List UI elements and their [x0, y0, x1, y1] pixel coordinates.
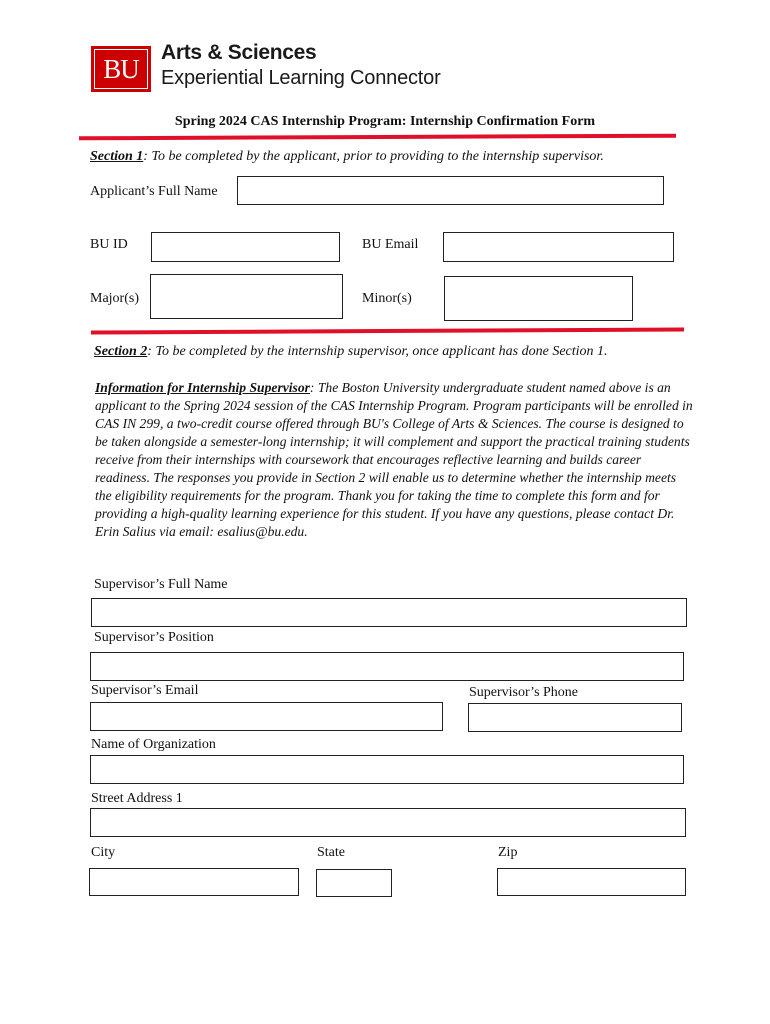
applicant-name-field[interactable]: [237, 176, 664, 205]
section1-text: : To be completed by the applicant, prior to providing to the internship supervisor.: [143, 149, 604, 164]
supervisor-name-label: Supervisor’s Full Name: [94, 577, 228, 592]
bu-logo: [91, 46, 151, 92]
zip-field[interactable]: [497, 868, 686, 896]
state-field[interactable]: [316, 869, 392, 897]
bu-logo-text: BU: [94, 49, 148, 89]
street-address-field[interactable]: [90, 808, 686, 837]
section2-heading: Section 2: [94, 344, 148, 359]
form-title: Spring 2024 CAS Internship Program: Internship Confirmation Form: [174, 114, 596, 129]
supervisor-info-heading: Information for Internship Supervisor: [95, 380, 310, 395]
bu-email-label: BU Email: [362, 237, 419, 252]
applicant-name-label: Applicant’s Full Name: [90, 184, 218, 199]
supervisor-phone-field[interactable]: [468, 703, 682, 732]
section1-intro: [90, 149, 604, 165]
section-divider-2: [91, 327, 684, 334]
city-field[interactable]: [89, 868, 299, 896]
state-label: State: [317, 845, 345, 860]
supervisor-info-paragraph: [95, 379, 695, 541]
section1-heading: Section 1: [90, 149, 144, 164]
majors-label: Major(s): [90, 291, 139, 306]
supervisor-email-field[interactable]: [90, 702, 443, 731]
section-divider: [79, 134, 676, 141]
supervisor-position-field[interactable]: [90, 652, 684, 681]
organization-label: Name of Organization: [91, 737, 216, 752]
supervisor-phone-label: Supervisor’s Phone: [469, 685, 579, 700]
organization-field[interactable]: [90, 755, 684, 784]
city-label: City: [91, 845, 116, 860]
bu-id-field[interactable]: [151, 232, 340, 262]
minors-label: Minor(s): [362, 291, 412, 306]
street-address-label: Street Address 1: [91, 791, 183, 806]
section2-text: : To be completed by the internship supervisor, once applicant has done Section 1.: [147, 344, 608, 359]
supervisor-position-label: Supervisor’s Position: [94, 630, 214, 645]
org-subtitle: Experiential Learning Connector: [161, 67, 441, 89]
supervisor-info-text: : The Boston University undergraduate student named above is an applicant to the Spring 2024 session of the CAS Internship Program. Program participants will be enrolled in CAS IN 299, a two-credit course offered through BU's College of Arts & Sciences. The course is designed to be taken alongside a semester-long internship; it will complement and support the practical training students receive from their internships with coursework that encourages reflective learning and builds career readiness. The responses you provide in Section 2 will enable us to determine whether the internship meets the eligibility requirements for the program. Thank you for taking the time to complete this form and for providing a high-quality learning experience for this student. If you have any questions, please contact Dr. Erin Salius via email: esalius@bu.edu.: [95, 380, 693, 539]
bu-id-label: BU ID: [90, 237, 128, 252]
supervisor-email-label: Supervisor’s Email: [91, 683, 199, 698]
section2-intro: [94, 344, 608, 360]
org-name: Arts & Sciences: [161, 41, 317, 64]
bu-email-field[interactable]: [443, 232, 674, 262]
majors-field[interactable]: [150, 274, 343, 319]
supervisor-name-field[interactable]: [91, 598, 687, 627]
zip-label: Zip: [498, 845, 518, 860]
minors-field[interactable]: [444, 276, 633, 321]
